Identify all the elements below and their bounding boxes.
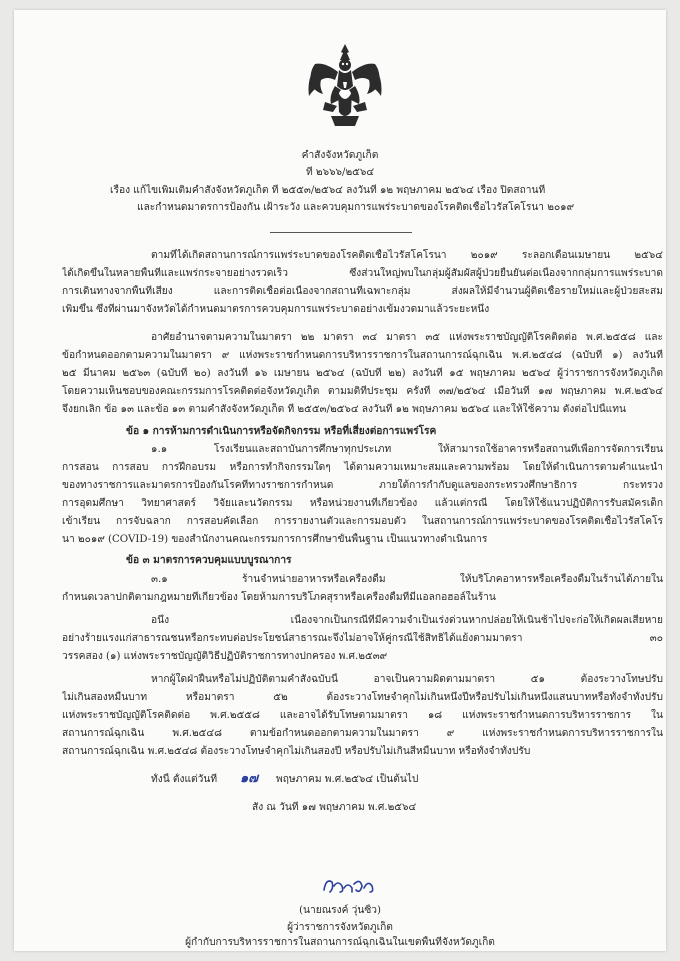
- clause-1-1-line: การสอน การสอบ การฝึกอบรม หรือการทำกิจกรรมใดๆ ได้ตามความเหมาะสมและความพร้อม โดยให้ดำเนินการตามคำแนะนำ: [62, 462, 663, 473]
- effective-date-suffix: พฤษภาคม พ.ศ.๒๕๖๔ เป็นต้นไป: [276, 774, 419, 785]
- paragraph-authority-line: ๒๕ มีนาคม ๒๕๖๓ (ฉบับที่ ๒๐) ลงวันที่ ๑๖ เมษายน ๒๕๖๔ (ฉบับที่ ๒๒) ลงวันที่ ๑๕ พฤษภาคม ๒๕๖๔ ผู้ว่าราชการจังหวัดภูเก็ต: [62, 368, 663, 379]
- paragraph-authority-line: อาศัยอำนาจตามความในมาตรา ๒๒ มาตรา ๓๔ มาตรา ๓๕ แห่งพระราชบัญญัติโรคติดต่อ พ.ศ.๒๕๕๘ และ: [151, 332, 663, 343]
- handwritten-signature: [320, 872, 378, 898]
- order-subject-line-2: และกำหนดมาตรการป้องกัน เฝ้าระวัง และควบคุมการแพร่ระบาดของโรคติดเชื้อไวรัสโคโรนา ๒๐๑๙: [137, 202, 575, 213]
- signatory-emergency-position: ผู้กำกับการบริหารราชการในสถานการณ์ฉุกเฉินในเขตพื้นที่จังหวัดภูเก็ต: [185, 937, 495, 948]
- paragraph-background-line: เพิ่มขึ้น ซึ่งที่ผ่านมาจังหวัดได้กำหนดมาตรการควบคุมการแพร่ระบาดอย่างเข้มงวดมาแล้วระยะหนึ่ง: [62, 304, 490, 315]
- urgency-paragraph-line: วรรคสอง (๑) แห่งพระราชบัญญัติวิธีปฏิบัติราชการทางปกครอง พ.ศ.๒๕๓๙: [62, 651, 388, 662]
- signatory-name: (นายณรงค์ วุ่นซิ้ว): [299, 905, 381, 916]
- header-divider: [270, 232, 412, 233]
- order-number: ที่ ๒๖๖๖/๒๕๖๔: [305, 167, 375, 178]
- paragraph-background-line: ได้เกิดขึ้นในหลายพื้นที่และแพร่กระจายอย่างรวดเร็ว ซึ่งส่วนใหญ่พบในกลุ่มผู้สัมผัสผู้ป่วยยืนยันต่อเนื่องจากกลุ่มการแพร่ระบาด: [62, 268, 663, 279]
- paragraph-authority-line: จึงยกเลิก ข้อ ๑๓ และข้อ ๑๓ ตามคำสั่งจังหวัดภูเก็ต ที่ ๒๕๕๓/๒๕๖๔ ลงวันที่ ๑๒ พฤษภาคม ๒๕๖๔ และให้ใช้ความ ดังต่อไปนี้แทน: [62, 404, 626, 415]
- garuda-emblem-icon: [305, 42, 385, 128]
- signatory-position: ผู้ว่าราชการจังหวัดภูเก็ต: [287, 922, 393, 933]
- penalty-paragraph-line: แห่งพระราชบัญญัติโรคติดต่อ พ.ศ.๒๕๕๘ และอาจได้รับโทษตามมาตรา ๑๘ แห่งพระราชกำหนดการบริหารราชการ ใน: [62, 710, 663, 721]
- effective-date-prefix: ทั้งนี้ ตั้งแต่วันที่: [151, 774, 218, 785]
- clause-1-1-line: ของทางราชการและมาตรการป้องกันโรคที่ทางราชการกำหนด ภายใต้การกำกับดูแลของกระทรวงศึกษาธิการ กระทรวง: [62, 480, 663, 491]
- ordered-date: สั่ง ณ วันที่ ๑๗ พฤษภาคม พ.ศ.๒๕๖๔: [252, 802, 417, 813]
- urgency-paragraph-line: อย่างร้ายแรงแก่สาธารณชนหรือกระทบต่อประโยชน์สาธารณะจึงไม่อาจให้คู่กรณีใช้สิทธิได้แย้งตามมาตรา ๓๐: [62, 633, 663, 644]
- paragraph-background-line: ตามที่ได้เกิดสถานการณ์การแพร่ระบาดของโรคติดเชื้อไวรัสโคโรนา ๒๐๑๙ ระลอกเดือนเมษายน ๒๕๖๔: [151, 250, 663, 261]
- penalty-paragraph-line: ไม่เกินสองหมื่นบาท หรือมาตรา ๕๒ ต้องระวางโทษจำคุกไม่เกินหนึ่งปีหรือปรับไม่เกินหนึ่งแสนบาทหรือทั้งจำทั้งปรับ: [62, 692, 663, 703]
- penalty-paragraph-line: หากผู้ใดฝ่าฝืนหรือไม่ปฏิบัติตามคำสั่งฉบับนี้ อาจเป็นความผิดตามมาตรา ๕๑ ต้องระวางโทษปรับ: [151, 674, 663, 685]
- clause-1-heading: ข้อ ๑ การห้ามการดำเนินการหรือจัดกิจกรรม หรือที่เสี่ยงต่อการแพร่โรค: [126, 425, 437, 437]
- penalty-paragraph-line: สถานการณ์ฉุกเฉิน พ.ศ.๒๕๔๘ ต้องระวางโทษจำคุกไม่เกินสองปี หรือปรับไม่เกินสี่หมื่นบาท หรือทั้งจำทั้งปรับ: [62, 746, 531, 757]
- order-subject-line-1: เรื่อง แก้ไขเพิ่มเติมคำสั่งจังหวัดภูเก็ต ที่ ๒๕๕๓/๒๕๖๔ ลงวันที่ ๑๒ พฤษภาคม ๒๕๖๔ เรื่อง ปิดสถานที่: [110, 185, 546, 196]
- clause-1-1-line: ๑.๑ โรงเรียนและสถาบันการศึกษาทุกประเภท ให้สามารถใช้อาคารหรือสถานที่เพื่อการจัดการเรียน: [151, 444, 663, 455]
- urgency-paragraph-line: อนึ่ง เนื่องจากเป็นกรณีที่มีความจำเป็นเร่งด่วนหากปล่อยให้เนิ่นช้าไปจะก่อให้เกิดผลเสียหาย: [151, 615, 663, 626]
- paragraph-authority-line: โดยความเห็นชอบของคณะกรรมการโรคติดต่อจังหวัดภูเก็ต ตามมติที่ประชุม ครั้งที่ ๓๗/๒๕๖๔ เมื่อวันที่ ๑๗ พฤษภาคม พ.ศ.๒๕๖๔: [62, 386, 663, 397]
- order-title: คำสั่งจังหวัดภูเก็ต: [301, 150, 379, 161]
- clause-3-1-line: ๓.๑ ร้านจำหน่ายอาหารหรือเครื่องดื่ม ให้บริโภคอาหารหรือเครื่องดื่มในร้านได้ภายใน: [151, 574, 663, 585]
- handwritten-effective-day: ๑๗: [240, 771, 259, 786]
- document-page: [14, 10, 666, 951]
- clause-3-1-line: กำหนดเวลาปกติตามกฎหมายที่เกี่ยวข้อง โดยห้ามการบริโภคสุราหรือเครื่องดื่มที่มีแอลกอฮอล์ในร้าน: [62, 592, 496, 603]
- clause-1-1-line: การอุดมศึกษา วิทยาศาสตร์ วิจัยและนวัตกรรม หรือหน่วยงานที่เกี่ยวข้อง แล้วแต่กรณี โดยให้ใช้แนวปฏิบัติการรับสมัครเด็ก: [62, 498, 663, 509]
- paragraph-authority-line: ข้อกำหนดออกตามความในมาตรา ๙ แห่งพระราชกำหนดการบริหารราชการในสถานการณ์ฉุกเฉิน พ.ศ.๒๕๔๘ (ฉบับที่ ๑) ลงวันที่: [62, 350, 663, 361]
- clause-3-heading: ข้อ ๓ มาตรการควบคุมแบบบูรณาการ: [126, 554, 292, 566]
- penalty-paragraph-line: สถานการณ์ฉุกเฉิน พ.ศ.๒๕๔๘ ตามข้อกำหนดออกตามความในมาตรา ๙ แห่งพระราชกำหนดการบริหารราชการใน: [62, 728, 663, 739]
- clause-1-1-line: นา ๒๐๑๙ (COVID-19) ของสำนักงานคณะกรรมการการศึกษาขั้นพื้นฐาน เป็นแนวทางดำเนินการ: [62, 534, 488, 545]
- paragraph-background-line: การเดินทางจากพื้นที่เสี่ยง และการติดเชื้อต่อเนื่องจากสถานที่เฉพาะกลุ่ม ส่งผลให้มีจำนวนผู้ติดเชื้อรายใหม่และผู้ป่วยสะสม: [62, 286, 663, 297]
- clause-1-1-line: เข้าเรียน การจับฉลาก การสอบคัดเลือก การรายงานตัวและการมอบตัว ในสถานการณ์การแพร่ระบาดของโรคติดเชื้อไวรัสโคโร: [62, 516, 663, 527]
